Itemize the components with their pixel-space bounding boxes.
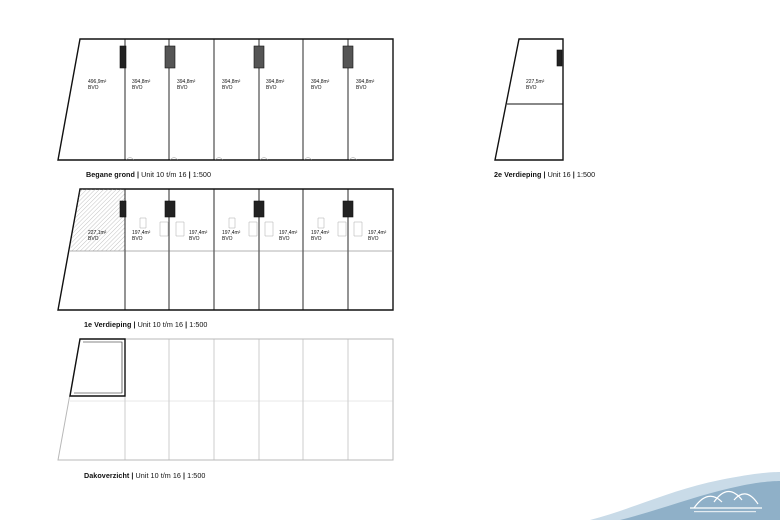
stairs-begane-grond	[120, 46, 353, 68]
unit-area: 394,8m²	[356, 79, 375, 85]
caption-separator: |	[188, 170, 191, 179]
unit-type: BVO	[368, 235, 379, 242]
unit-type: BVO	[311, 235, 322, 242]
unit-type: BVO	[222, 84, 233, 91]
stairs-1e-verdieping	[120, 201, 353, 217]
unit-area: 496,9m²	[88, 79, 107, 85]
unit-label	[222, 80, 240, 91]
caption-scale: 1:500	[189, 320, 208, 329]
caption-title: 1e Verdieping	[84, 320, 132, 329]
unit-area: 197,4m²	[189, 230, 208, 236]
unit-label	[356, 80, 374, 91]
caption-separator: |	[572, 170, 575, 179]
unit-type: BVO	[222, 235, 233, 242]
unit-type: BVO	[88, 235, 99, 242]
unit-type: BVO	[311, 84, 322, 91]
plan-begane-grond	[58, 39, 393, 160]
caption-1e-verdieping	[84, 320, 207, 329]
unit-label	[222, 231, 240, 242]
unit-type: BVO	[279, 235, 290, 242]
unit-label	[88, 231, 106, 242]
plan-dakoverzicht	[58, 339, 393, 460]
caption-scale: 1:500	[576, 170, 596, 179]
unit-label	[132, 231, 150, 242]
unit-type: BVO	[177, 84, 188, 91]
caption-separator: |	[133, 320, 136, 329]
unit-walls-1e-verdieping	[125, 189, 348, 310]
unit-label	[311, 80, 329, 91]
unit-area: 394,8m²	[222, 79, 241, 85]
plan-2e-verdieping	[495, 39, 563, 160]
caption-title: Begane grond	[86, 170, 135, 179]
unit-area: 394,8m²	[311, 79, 330, 85]
caption-subtitle: Unit 16	[547, 170, 571, 179]
caption-title: 2e Verdieping	[494, 170, 542, 179]
unit-label	[132, 80, 150, 91]
unit-type: BVO	[132, 235, 143, 242]
unit-area: 394,8m²	[266, 79, 285, 85]
caption-begane-grond	[86, 170, 211, 179]
unit-label	[88, 80, 106, 91]
caption-dakoverzicht	[84, 471, 205, 480]
caption-subtitle: Unit 10 t/m 16	[137, 320, 184, 329]
unit-area: 197,4m²	[222, 230, 241, 236]
unit-label	[266, 80, 284, 91]
unit-label	[189, 231, 207, 242]
outline-2e-verdieping	[495, 39, 563, 160]
unit-area: 197,4m²	[311, 230, 330, 236]
unit-type: BVO	[132, 84, 143, 91]
unit-label	[311, 231, 329, 242]
caption-scale: 1:500	[192, 170, 211, 179]
unit-type: BVO	[526, 84, 537, 91]
unit-type: BVO	[356, 84, 367, 91]
caption-separator: |	[136, 170, 140, 179]
unit-area: 197,4m²	[279, 230, 298, 236]
unit-area: 227,5m²	[526, 79, 545, 85]
unit-type: BVO	[88, 84, 99, 91]
unit-label	[368, 231, 386, 242]
unit-label	[526, 80, 544, 91]
caption-title: Dakoverzicht	[84, 471, 130, 480]
roof-unit-16-outline	[70, 339, 125, 396]
unit-label	[177, 80, 195, 91]
caption-separator: |	[185, 320, 188, 329]
caption-separator: |	[183, 471, 186, 480]
caption-separator: |	[131, 471, 134, 480]
unit-type: BVO	[189, 235, 200, 242]
unit-area: 197,4m²	[368, 230, 387, 236]
plan-1e-verdieping	[58, 189, 393, 310]
unit-label	[279, 231, 297, 242]
unit-type: BVO	[266, 84, 277, 91]
unit-area: 197,4m²	[132, 230, 151, 236]
outline-dakoverzicht	[58, 339, 393, 460]
caption-separator: |	[543, 170, 546, 179]
unit-walls-begane-grond	[125, 39, 348, 160]
logo-tagline-mark	[694, 511, 756, 512]
caption-subtitle: Unit 10 t/m 16	[141, 170, 187, 179]
unit-area: 394,8m²	[132, 79, 151, 85]
caption-2e-verdieping	[494, 170, 595, 179]
unit-area: 394,8m²	[177, 79, 196, 85]
caption-scale: 1:500	[187, 471, 206, 480]
caption-subtitle: Unit 10 t/m 16	[135, 471, 181, 480]
bridge-arches-logo	[590, 466, 780, 520]
unit-area: 227,1m²	[88, 230, 107, 236]
